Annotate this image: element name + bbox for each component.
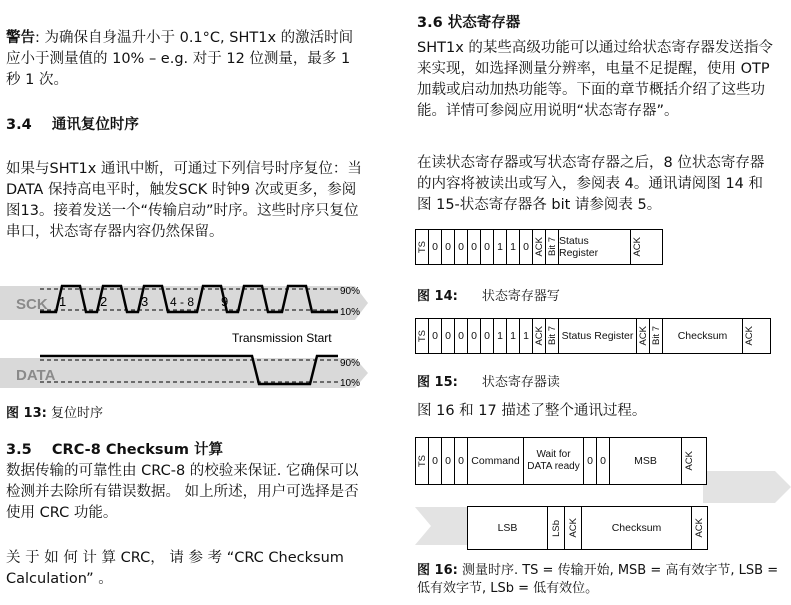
figure-label: 图 14:: [417, 289, 458, 304]
warning-label: 警告: [6, 30, 35, 46]
lsb-bit-cell: LSb: [550, 519, 562, 537]
bit-cell: 0: [520, 230, 533, 264]
bit-cell: 1: [507, 319, 520, 353]
figure-15-caption: [417, 371, 560, 390]
section-title: CRC-8 Checksum 计算: [51, 442, 223, 458]
ack-cell: ACK: [533, 326, 545, 346]
ack-cell: ACK: [694, 518, 705, 538]
command-cell: Command: [468, 438, 524, 484]
section-3-4-heading: [6, 113, 139, 134]
figure-caption-text: 状态寄存器读: [481, 375, 560, 390]
row1-arrow: [703, 471, 791, 503]
section-3-6-heading: 3.6 状态寄存器: [417, 15, 521, 31]
sck-10-label: 10%: [340, 307, 361, 318]
bit-cell: 0: [481, 230, 494, 264]
section-3-5-heading: [6, 438, 223, 459]
bit-cell: 0: [481, 319, 494, 353]
cell-ts: TS: [416, 240, 428, 254]
wait-for-data-cell: Wait for DATA ready: [524, 438, 584, 484]
cell-ts: TS: [416, 454, 428, 468]
bit-cell: 0: [429, 438, 442, 484]
figure-13-caption: [6, 402, 103, 421]
pulse-label: 3: [141, 294, 149, 309]
bit-cell: 0: [442, 230, 455, 264]
status-register-access-paragraph: 在读状态寄存器或写状态寄存器之后，8 位状态寄存器的内容将被读出或写入，参阅表 4。通讯请阅图 14 和图 15-状态寄存器各 bit 请参阅表 5。: [417, 155, 765, 213]
lsb-cell: LSB: [468, 507, 548, 549]
bit-cell: 0: [455, 319, 468, 353]
communication-process-text: 图 16 和 17 描述了整个通讯过程。: [417, 403, 647, 419]
bit-cell: 0: [429, 319, 442, 353]
figure-label: 图 16:: [417, 563, 458, 578]
data-10-label: 10%: [340, 378, 361, 389]
ack-cell: ACK: [533, 237, 545, 257]
section-title: 通讯复位时序: [51, 117, 139, 133]
figure-16-row-2: [467, 506, 708, 550]
figure-label: 图 13:: [6, 406, 47, 421]
warning-paragraph: [6, 28, 366, 91]
pulse-label: 4 - 8: [170, 295, 195, 309]
data-label: DATA: [16, 367, 56, 384]
ack-cell: ACK: [683, 451, 695, 471]
figure-14-status-write-frame: [415, 229, 663, 265]
section-number: 3.4: [6, 117, 32, 133]
figure-16-row-1: [415, 437, 707, 485]
figure-16-caption: [417, 562, 785, 598]
status-register-cell: Status Register: [559, 230, 631, 264]
sck-90-label: 90%: [340, 286, 361, 297]
bit-cell: 1: [494, 230, 507, 264]
bit-cell: 1: [494, 319, 507, 353]
status-register-paragraph: SHT1x 的某些高级功能可以通过给状态寄存器发送指令来实现，如选择测量分辨率，电量不足提醒，使用 OTP 加载或启动加热功能等。下面的章节概括介绍了这些功能。详情可参阅应用说明“状态寄存器”。: [417, 40, 773, 119]
sck-label: SCK: [16, 296, 48, 313]
bit7-cell: Bit 7: [650, 326, 662, 346]
checksum-cell: Checksum: [582, 507, 692, 549]
figure-caption-text: 复位时序: [46, 406, 103, 421]
section-number: 3.5: [6, 442, 32, 458]
bit-cell: 1: [507, 230, 520, 264]
figure-label: 图 15:: [417, 375, 458, 390]
status-register-cell: Status Register: [559, 319, 637, 353]
transmission-start-label: Transmission Start: [232, 331, 332, 345]
figure-13-reset-timing: [0, 272, 372, 394]
bit-cell: 0: [597, 438, 610, 484]
bit-cell: 0: [584, 438, 597, 484]
bit7-cell: Bit 7: [546, 326, 558, 346]
bit-cell: 0: [468, 230, 481, 264]
bit-cell: 0: [455, 230, 468, 264]
reset-sequence-paragraph: 如果与SHT1x 通讯中断，可通过下列信号时序复位：当DATA 保持高电平时，触发SCK 时钟9 次或更多，参阅图13。接着发送一个“传输启动”时序。这些时序只复位串口，状态寄存器内容仍然保留。: [6, 161, 362, 240]
bit-cell: 0: [442, 319, 455, 353]
figure-caption-text: 状态寄存器写: [481, 289, 560, 304]
ack-cell: ACK: [744, 326, 755, 346]
data-90-label: 90%: [340, 358, 361, 369]
row2-tail: [415, 507, 467, 545]
bit-cell: 0: [442, 438, 455, 484]
bit-cell: 0: [429, 230, 442, 264]
bit7-cell: Bit 7: [546, 237, 558, 257]
figure-15-status-read-frame: [415, 318, 771, 354]
pulse-label: 1: [59, 294, 67, 309]
ack-cell: ACK: [637, 326, 649, 346]
bit-cell: 1: [520, 319, 533, 353]
crc-reference-paragraph: 关 于 如 何 计 算 CRC， 请 参 考 “CRC Checksum Calculation” 。: [6, 550, 344, 587]
ack-cell: ACK: [632, 237, 643, 257]
cell-ts: TS: [416, 329, 428, 343]
bit-cell: 0: [468, 319, 481, 353]
ack-cell: ACK: [567, 518, 579, 538]
bit-cell: 0: [455, 438, 468, 484]
msb-cell: MSB: [610, 438, 682, 484]
checksum-cell: Checksum: [663, 319, 743, 353]
pulse-label: 9: [221, 294, 229, 309]
crc-paragraph: 数据传输的可靠性由 CRC-8 的校验来保证. 它确保可以检测并去除所有错误数据。 如上所述，用户可选择是否使用 CRC 功能。: [6, 463, 359, 521]
pulse-label: 2: [100, 294, 108, 309]
figure-14-caption: [417, 285, 560, 304]
warning-text: : 为确保自身温升小于 0.1°C, SHT1x 的激活时间应小于测量值的 10% – e.g. 对于 12 位测量，最多 1 秒 1 次。: [6, 30, 354, 88]
figure-caption-text: 测量时序. TS = 传输开始, MSB = 高有效字节, LSB =低有效字节, LSb = 低有效位。: [417, 563, 779, 596]
